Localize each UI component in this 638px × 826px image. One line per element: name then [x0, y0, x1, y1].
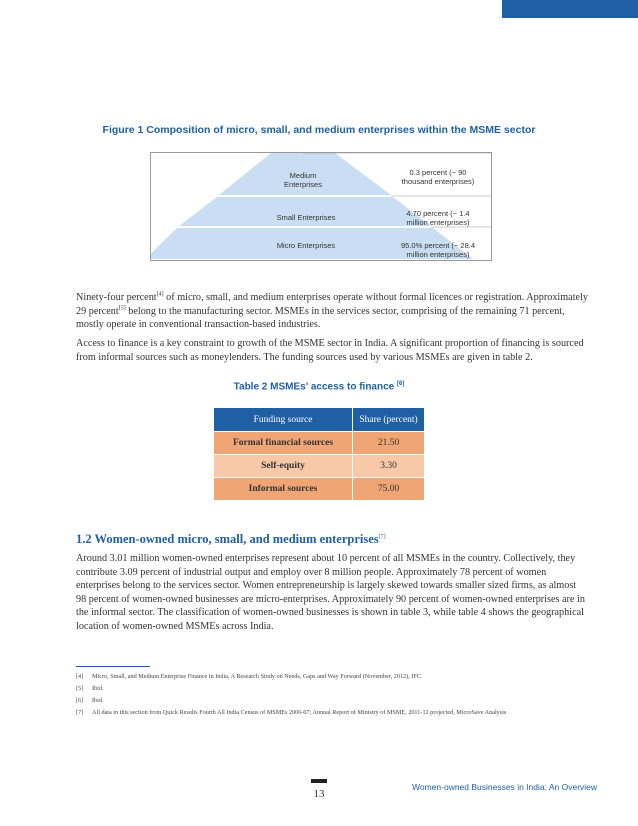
section-heading: 1.2 Women-owned micro, small, and medium enterprises[7] [76, 532, 386, 546]
tier-note-micro: 95.0% percent (~ 28.4 million enterprises) [400, 241, 475, 259]
footnote-ref-6[interactable]: [6] [397, 381, 405, 387]
tier-label-micro: Micro Enterprises [276, 241, 336, 250]
tier-label-medium: Medium Enterprises [284, 171, 322, 189]
cell-source: Self-equity [214, 455, 353, 478]
table-row [214, 455, 425, 478]
table-row [214, 478, 425, 501]
footnote-7: [7] All data in this section from Quick Results Fourth All India Census of MSMEs 2006-07; Annual Report of Ministry of MSME, 2011-12 projected, MicroSave Analysis [76, 709, 507, 716]
header-funding-source: Funding source [214, 408, 353, 432]
footnote-4: [4] Micro, Small, and Medium Enterprise Finance in India, A Research Study on Needs, Gaps and Way Forward (November, 2012), IFC. [76, 673, 423, 680]
page-number-bar [311, 779, 327, 783]
cell-share: 3.30 [353, 455, 425, 478]
footnote-ref-4[interactable]: [4] [156, 291, 164, 298]
footnote-ref-5[interactable]: [5] [118, 305, 126, 312]
footnote-6: [6] Ibid. [76, 697, 104, 704]
cell-source: Informal sources [214, 478, 353, 501]
cell-share: 75.00 [353, 478, 425, 501]
finance-table [213, 407, 425, 501]
table-header-row [214, 408, 425, 432]
tier-note-small: 4.70 percent (~ 1.4 million enterprises) [406, 209, 470, 227]
header-share: Share (percent) [353, 408, 425, 432]
table-title: Table 2 MSMEs' access to finance [6] [233, 381, 405, 393]
footnote-divider [76, 666, 150, 667]
footnote-ref-7[interactable]: [7] [378, 533, 386, 540]
running-title: Women-owned Businesses in India: An Overview [412, 782, 598, 792]
pyramid-figure [150, 152, 492, 261]
paragraph-access-to-finance: Access to finance is a key constraint to growth of the MSME sector in India. A significant proportion of financing is sourced from informal sources such as moneylenders. The funding sources used by various MSMEs are given in table 2. [76, 338, 584, 363]
footnote-5: [5] Ibid. [76, 685, 104, 692]
tier-label-small: Small Enterprises [276, 213, 336, 222]
tier-note-medium: 0.3 percent (~ 90 thousand enterprises) [401, 168, 475, 186]
page-number: 13 [313, 788, 325, 800]
paragraph-licences: Ninety-four percent[4] of micro, small, and medium enterprises operate without formal licences or registration. Approximately 29 percent[5] belong to the manufacturing sector. MSMEs in the services sector, comprising of the remaining 71 percent, mostly operate in conventional transaction-based industries. [76, 291, 588, 330]
corner-color-tab [502, 0, 638, 18]
cell-share: 21.50 [353, 432, 425, 455]
cell-source: Formal financial sources [214, 432, 353, 455]
figure-title: Figure 1 Composition of micro, small, and medium enterprises within the MSME sector [102, 124, 536, 136]
paragraph-women-owned: Around 3.01 million women-owned enterprises represent about 10 percent of all MSMEs in the country. Collectively, they contribute 3.09 percent of industrial output and employ over 8 million people. Approximately 78 percent of women enterprises belong to the services sector. Women entrepreneurship is largely skewed towards smaller sized firms, as almost 98 percent of women-owned businesses are micro-enterprises. Approximately 90 percent of women-owned enterprises are in the informal sector. The classification of women-owned businesses is shown in table 3, while table 4 shows the geographical location of women-owned MSMEs across India. [76, 553, 585, 632]
table-row [214, 432, 425, 455]
